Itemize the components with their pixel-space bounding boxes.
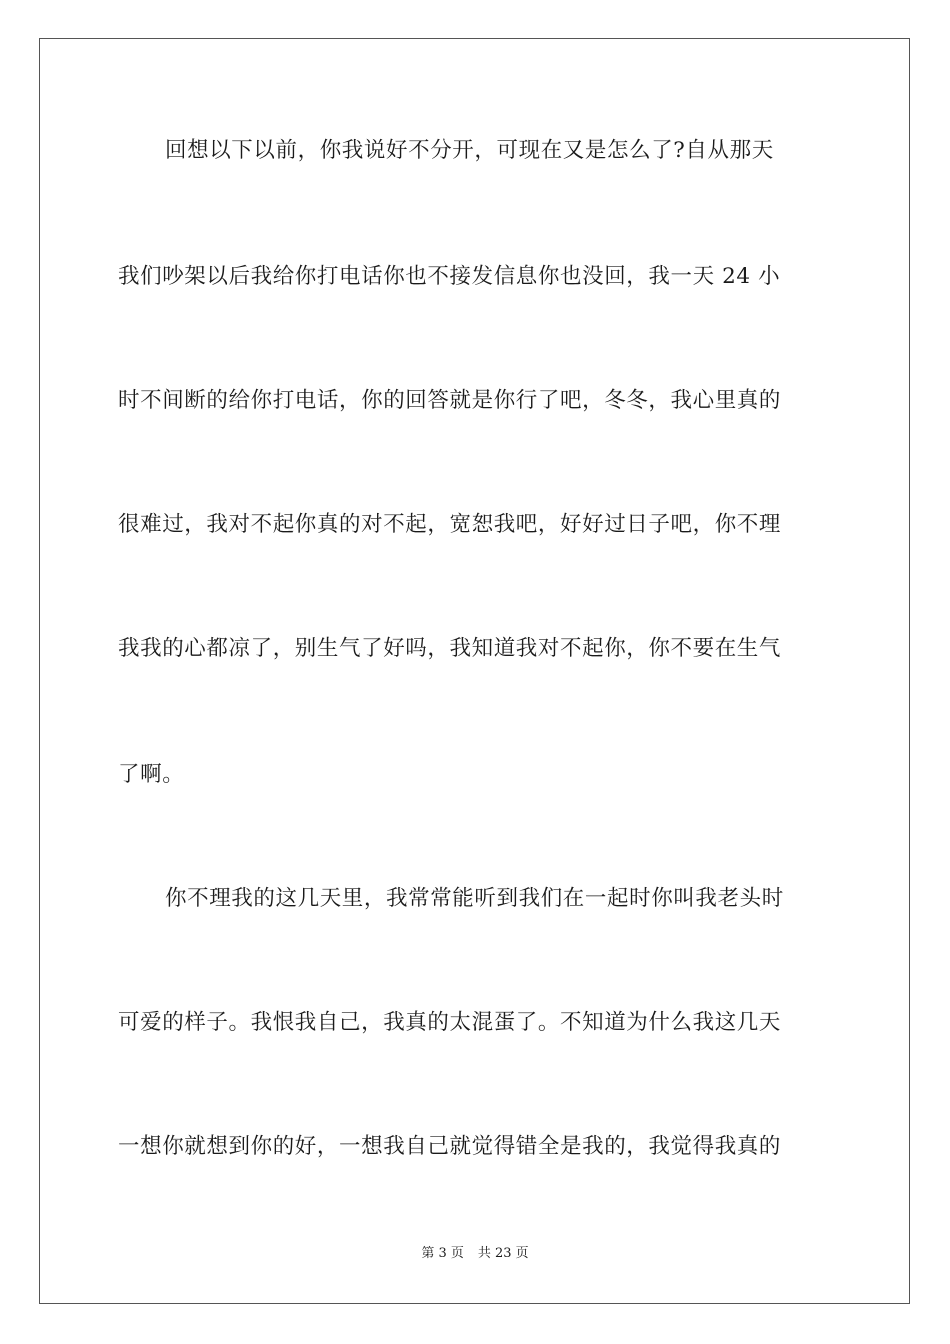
paragraph-2-line-1: 你不理我的这几天里，我常常能听到我们在一起时你叫我老头时 xyxy=(165,886,784,911)
page-total: 共 23 页 xyxy=(477,1246,529,1261)
paragraph-1-line-2: 我们吵架以后我给你打电话你也不接发信息你也没回，我一天 24 小 xyxy=(118,264,781,289)
page-border xyxy=(39,38,910,1304)
page-number: 第 3 页 xyxy=(421,1246,464,1261)
paragraph-1-line-6: 了啊。 xyxy=(118,762,185,787)
paragraph-2-line-3: 一想你就想到你的好，一想我自己就觉得错全是我的，我觉得我真的 xyxy=(118,1134,782,1159)
paragraph-2-line-2: 可爱的样子。我恨我自己，我真的太混蛋了。不知道为什么我这几天 xyxy=(118,1010,782,1035)
paragraph-1-line-3: 时不间断的给你打电话，你的回答就是你行了吧，冬冬，我心里真的 xyxy=(118,388,782,413)
paragraph-1-line-4: 很难过，我对不起你真的对不起，宽恕我吧，好好过日子吧，你不理 xyxy=(118,512,782,537)
page-footer xyxy=(0,1245,950,1263)
paragraph-1-line-1: 回想以下以前，你我说好不分开，可现在又是怎么了?自从那天 xyxy=(165,138,774,163)
paragraph-1-line-5: 我我的心都凉了，别生气了好吗，我知道我对不起你，你不要在生气 xyxy=(118,636,782,661)
